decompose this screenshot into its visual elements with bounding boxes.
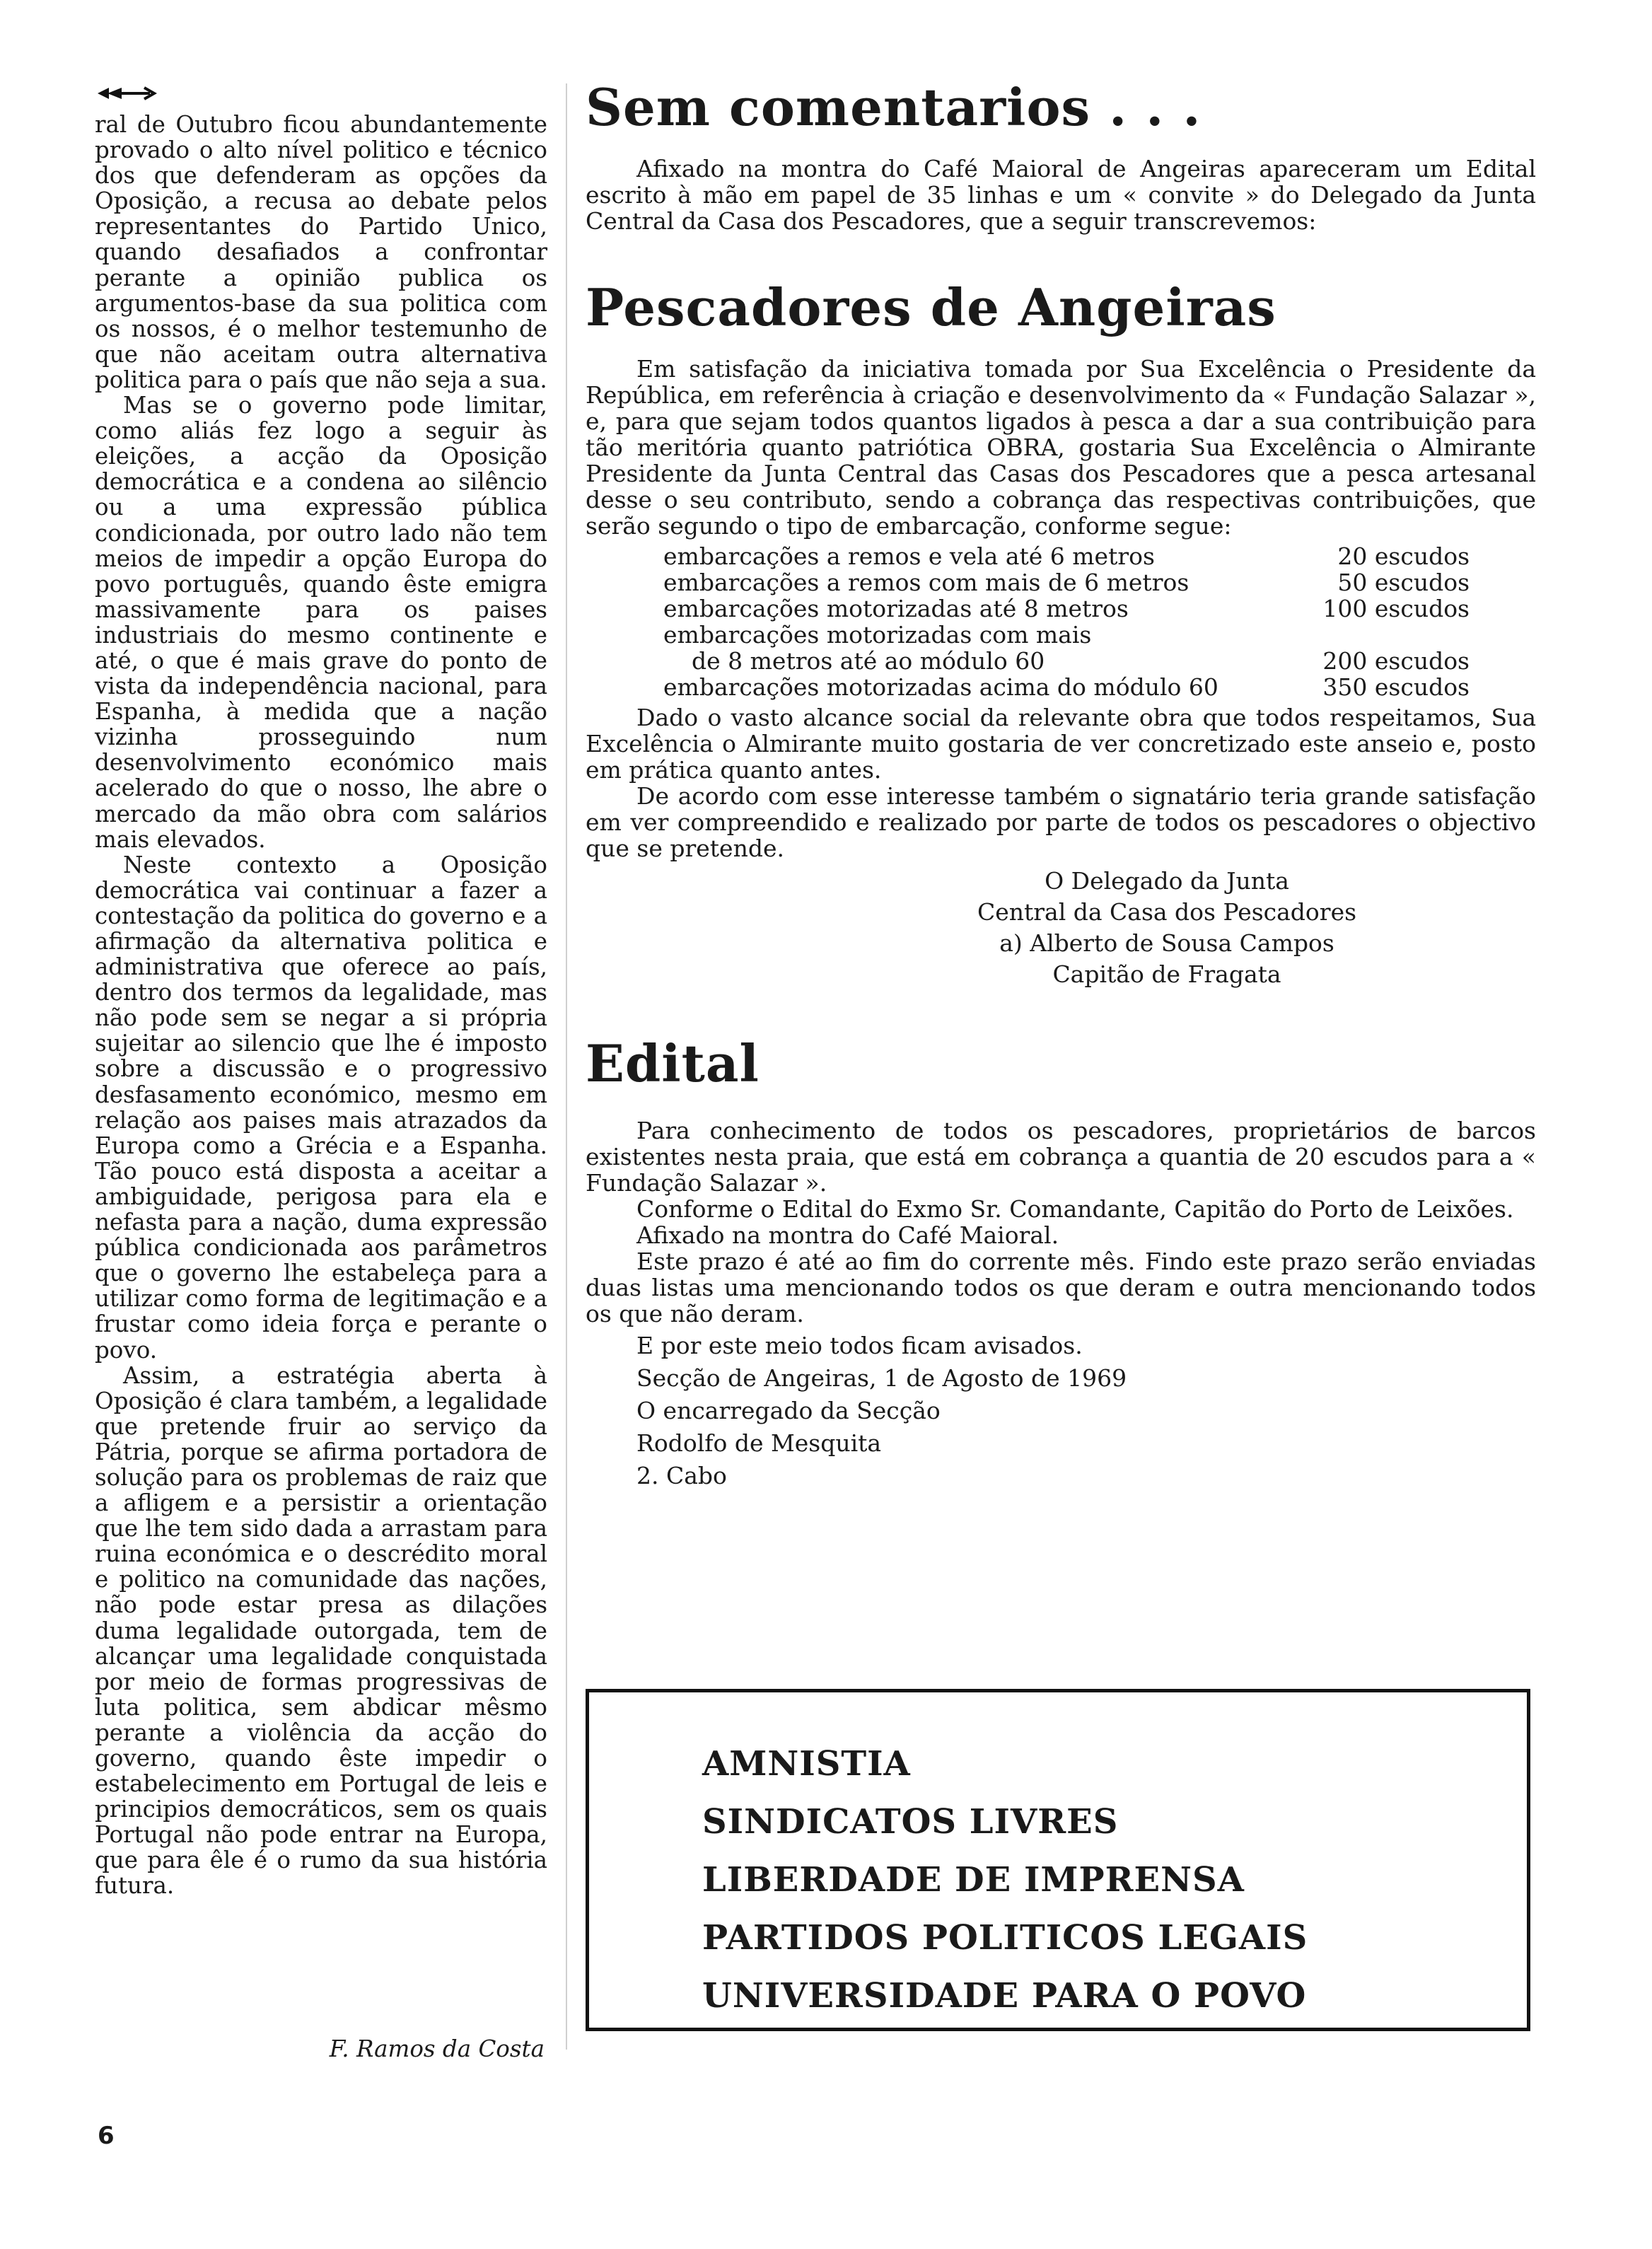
article-paragraph: Neste contexto a Oposição democrática vai continuar a fazer a contestação da politica do governo e a afirmação da alternativa politica e administrativa que oferece ao país, dentro dos termos da legalidade, mas não pode sem se negar a si própria sujeitar ao silencio que lhe é imposto sobre a discussão e o progressivo desfasamento económico, mesmo em relação aos paises mais atrazados da Europa como a Grécia e a Espanha. Tão pouco está disposta a aceitar a ambiguidade, perigosa para ela e nefasta para a nação, duma expressão pública condicionada aos parâmetros que o governo lhe estabeleça para a utilizar como forma de legitimação e a frustar como ideia força e perante o povo. [95, 851, 547, 1364]
section-heading: Edital [586, 1033, 760, 1093]
section-heading: Sem comentarios . . . [586, 77, 1202, 137]
fee-label: embarcações a remos e vela até 6 metros [663, 542, 1155, 570]
convite-paragraph: Dado o vasto alcance social da relevante obra que todos respeitamos, Sua Excelência o Almirante muito gostaria de ver concretizado este anseio e, posto em prática quanto antes. [586, 704, 1536, 784]
fee-label [663, 622, 1322, 674]
fee-row [663, 595, 1470, 622]
signature-line: Central da Casa dos Pescadores [977, 898, 1357, 926]
demand-item: PARTIDOS POLITICOS LEGAIS [702, 1918, 1308, 1958]
article-paragraph: Assim, a estratégia aberta à Oposição é clara também, a legalidade que pretende fruir ao serviço da Pátria, porque se afirma portadora de solução para os problemas de raiz que a afligem e a persistir a orientação que lhe tem sido dada a arrastam para ruina económica e o descrédito moral e politico na comunidade das nações, não pode estar presa as dilações duma legalidade outorgada, tem de alcançar uma legalidade conquistada por meio de formas progressivas de luta politica, sem abdicar mêsmo perante a violência da acção do governo, quando êste impedir o estabelecimento em Portugal de leis e principios democráticos, sem os quais Portugal não pode entrar na Europa, que para êle é o rumo da sua história futura. [95, 1361, 547, 1900]
demands-box [586, 1689, 1530, 2031]
sem-comentarios-section [586, 78, 1536, 234]
edital-closing [636, 1330, 1536, 1492]
closing-line: E por este meio todos ficam avisados. [636, 1332, 1083, 1359]
fee-table [663, 543, 1470, 700]
page-number: 6 [98, 2122, 115, 2150]
convite-paragraph: Em satisfação da iniciativa tomada por Sua Excelência o Presidente da República, em referência à criação e desenvolvimento da « Fundação Salazar », e, para que sejam todos quantos ligados à pesca a dar a sua contribuição para tão meritória quanto patriótica OBRA, gostaria Sua Excelência o Almirante Presidente da Junta Central das Casas dos Pescadores que a pesca artesanal desse o seu contributo, sendo a cobrança das respectivas contribuições, que serão segundo o tipo de embarcação, conforme segue: [586, 355, 1536, 540]
edital-paragraph: Para conhecimento de todos os pescadores, proprietários de barcos existentes nesta praia, que está em cobrança a quantia de 20 escudos para a « Fundação Salazar ». [586, 1117, 1536, 1197]
closing-line: Rodolfo de Mesquita [636, 1429, 882, 1457]
demand-item: SINDICATOS LIVRES [702, 1802, 1119, 1842]
left-column-article [95, 112, 547, 1899]
article-paragraph: Mas se o governo pode limitar, como aliás fez logo a seguir às eleições, a acção da Oposição democrática e a condena ao silêncio ou a uma expressão pública condicionada, por outro lado não tem meios de impedir a opção Europa do povo português, quando êste emigra massivamente para os paises industriais do mesmo continente e até, o que é mais grave do ponto de vista da independência nacional, para Espanha, à medida que a nação vizinha prosseguindo num desenvolvimento económico mais acelerado do que o nosso, lhe abre o mercado da mão obra com salários mais elevados. [95, 392, 547, 853]
fee-amount: 50 escudos [1337, 569, 1470, 596]
convite-signature [798, 866, 1536, 990]
demand-item: AMNISTIA [702, 1744, 911, 1784]
edital-paragraph: Conforme o Edital do Exmo Sr. Comandante, Capitão do Porto de Leixões. [636, 1195, 1514, 1223]
fee-row [663, 543, 1470, 569]
closing-line: 2. Cabo [636, 1462, 727, 1489]
signature-line: a) Alberto de Sousa Campos [999, 929, 1334, 957]
continuation-arrow-icon [95, 79, 158, 107]
fee-amount: 20 escudos [1337, 542, 1470, 570]
section-heading: Pescadores de Angeiras [586, 277, 1276, 337]
signature-line: Capitão de Fragata [1052, 960, 1281, 988]
column-divider [566, 83, 567, 2050]
right-column [586, 78, 1536, 1492]
article-paragraph: ral de Outubro ficou abundantemente provado o alto nível politico e técnico dos que defenderam as opções da Oposição, a recusa ao debate pelos representantes do Partido Unico, quando desafiados a confrontar perante a opinião publica os argumentos-base da sua politica com os nossos, é o melhor testemunho de que não aceitam outra alternativa politica para o país que não seja a sua. [95, 111, 547, 393]
demand-item: UNIVERSIDADE PARA O POVO [702, 1976, 1307, 2016]
fee-row [663, 569, 1470, 595]
demands-list [589, 1692, 1527, 2025]
edital-paragraph: Este prazo é até ao fim do corrente mês. Findo este prazo serão enviadas duas listas uma mencionando todos os que deram e outra mencionando todos os que não deram. [586, 1248, 1536, 1327]
signature-line: O Delegado da Junta [1045, 867, 1289, 895]
fee-label-line: embarcações motorizadas com mais [663, 621, 1092, 649]
fee-label: embarcações motorizadas até 8 metros [663, 595, 1129, 622]
fee-amount: 350 escudos [1322, 673, 1470, 701]
fee-row [663, 674, 1470, 700]
fee-label: embarcações a remos com mais de 6 metros [663, 569, 1189, 596]
pescadores-section [586, 278, 1536, 990]
closing-line: O encarregado da Secção [636, 1397, 941, 1424]
fee-label: embarcações motorizadas acima do módulo 60 [663, 673, 1218, 701]
fee-row [663, 622, 1470, 674]
convite-paragraph: De acordo com esse interesse também o signatário teria grande satisfação em ver compreendido e realizado por parte de todos os pescadores o objectivo que se pretende. [586, 782, 1536, 862]
edital-paragraph: Afixado na montra do Café Maioral. [636, 1221, 1059, 1249]
closing-line: Secção de Angeiras, 1 de Agosto de 1969 [636, 1364, 1127, 1392]
fee-amount: 100 escudos [1322, 595, 1470, 622]
intro-paragraph: Afixado na montra do Café Maioral de Angeiras apareceram um Edital escrito à mão em papel de 35 linhas e um « convite » do Delegado da Junta Central da Casa dos Pescadores, que a seguir transcrevemos: [586, 155, 1536, 235]
edital-section [586, 1034, 1536, 1492]
article-signature: F. Ramos da Costa [329, 2035, 545, 2062]
fee-amount: 200 escudos [1322, 647, 1470, 675]
fee-label-line: de 8 metros até ao módulo 60 [692, 647, 1045, 675]
demand-item: LIBERDADE DE IMPRENSA [702, 1860, 1245, 1900]
